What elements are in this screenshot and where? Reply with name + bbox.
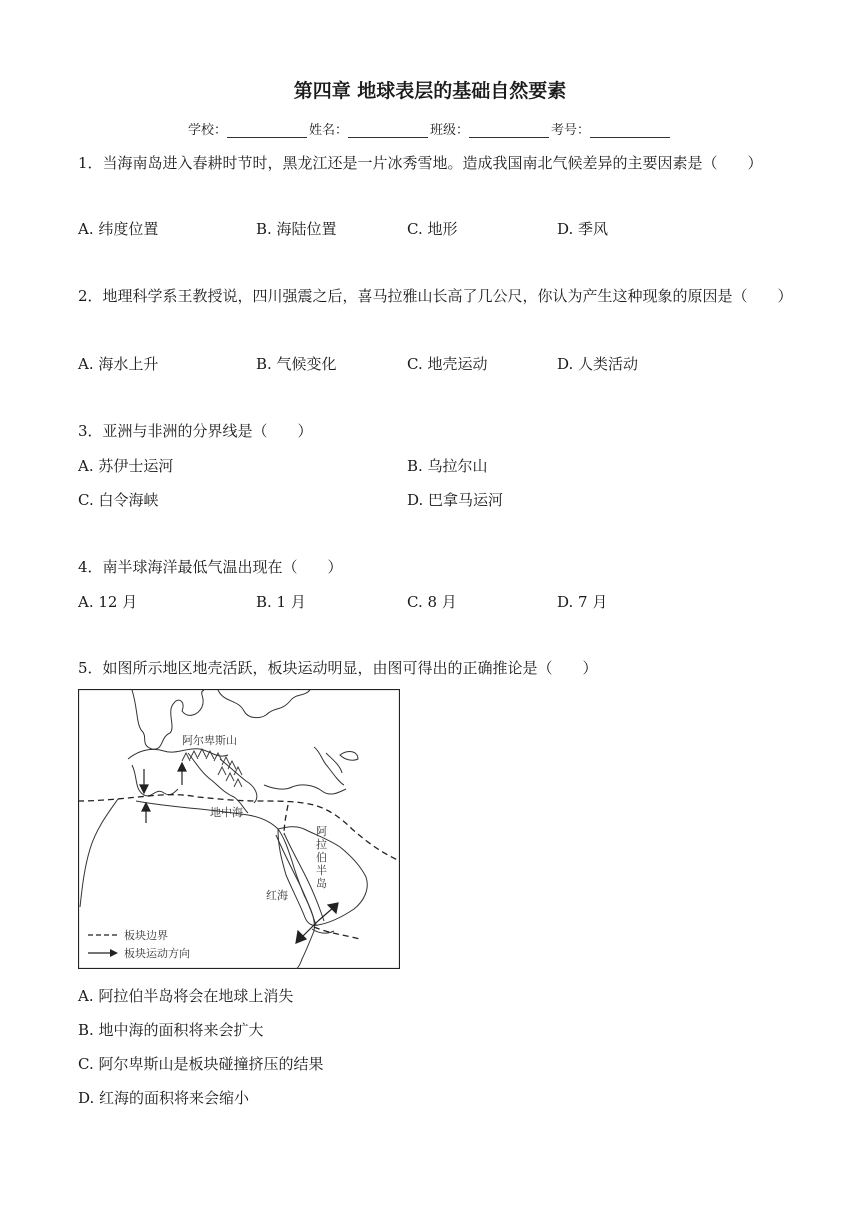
plate-tectonics-map [78, 689, 400, 969]
question-2-option-d[interactable]: D. 人类活动 [557, 355, 639, 373]
question-1-option-c[interactable]: C. 地形 [407, 220, 458, 238]
question-4-option-c[interactable]: C. 8 月 [407, 593, 457, 611]
question-5-stem: 5．如图所示地区地壳活跃，板块运动明显，由图可得出的正确推论是（ ） [78, 659, 598, 677]
name-blank[interactable] [348, 125, 428, 138]
question-4-option-a[interactable]: A. 12 月 [78, 593, 138, 611]
question-2-option-c[interactable]: C. 地壳运动 [407, 355, 488, 373]
question-5-option-b[interactable]: B. 地中海的面积将来会扩大 [78, 1021, 264, 1039]
label-arabia-3: 伯 [316, 851, 327, 864]
question-4-option-b[interactable]: B. 1 月 [256, 593, 306, 611]
question-2-stem: 2．地理科学系王教授说，四川强震之后，喜马拉雅山长高了几公尺，你认为产生这种现象的原因是（ ） [78, 287, 793, 305]
question-4-option-d[interactable]: D. 7 月 [557, 593, 608, 611]
question-1-option-a[interactable]: A. 纬度位置 [78, 220, 159, 238]
class-label: 班级： [430, 123, 470, 138]
question-5-option-a[interactable]: A. 阿拉伯半岛将会在地球上消失 [78, 987, 294, 1005]
legend-boundary-label: 板块边界 [124, 929, 168, 942]
label-arabia-2: 拉 [316, 838, 327, 851]
question-1-option-b[interactable]: B. 海陆位置 [256, 220, 337, 238]
question-5-option-d[interactable]: D. 红海的面积将来会缩小 [78, 1089, 250, 1107]
question-1-stem: 1．当海南岛进入春耕时节时，黑龙江还是一片冰秀雪地。造成我国南北气候差异的主要因素是（ ） [78, 154, 763, 172]
school-label: 学校： [187, 123, 227, 138]
label-arabia-5: 岛 [316, 877, 327, 890]
class-blank[interactable] [469, 125, 549, 138]
page-title: 第四章 地球表层的基础自然要素 [293, 80, 567, 102]
legend-direction-label: 板块运动方向 [124, 947, 190, 960]
question-2-option-b[interactable]: B. 气候变化 [256, 355, 337, 373]
name-label: 姓名： [308, 123, 348, 138]
question-3-option-b[interactable]: B. 乌拉尔山 [407, 457, 488, 475]
label-mediterranean: 地中海 [210, 806, 243, 819]
exam-no-label: 考号： [551, 123, 591, 138]
school-blank[interactable] [227, 125, 307, 138]
student-info-line [0, 119, 860, 138]
label-arabia-4: 半 [316, 864, 327, 877]
label-red-sea: 红海 [266, 889, 288, 902]
exam-no-blank[interactable] [590, 125, 670, 138]
question-1-option-d[interactable]: D. 季风 [557, 220, 609, 238]
question-5-option-c[interactable]: C. 阿尔卑斯山是板块碰撞挤压的结果 [78, 1055, 324, 1073]
label-alps: 阿尔卑斯山 [182, 734, 237, 747]
question-4-stem: 4．南半球海洋最低气温出现在（ ） [78, 558, 343, 576]
question-3-option-d[interactable]: D. 巴拿马运河 [407, 491, 504, 509]
label-arabia-1: 阿 [316, 825, 327, 838]
question-3-option-c[interactable]: C. 白令海峡 [78, 491, 159, 509]
question-3-stem: 3．亚洲与非洲的分界线是（ ） [78, 422, 313, 440]
question-3-option-a[interactable]: A. 苏伊士运河 [78, 457, 174, 475]
question-2-option-a[interactable]: A. 海水上升 [78, 355, 159, 373]
